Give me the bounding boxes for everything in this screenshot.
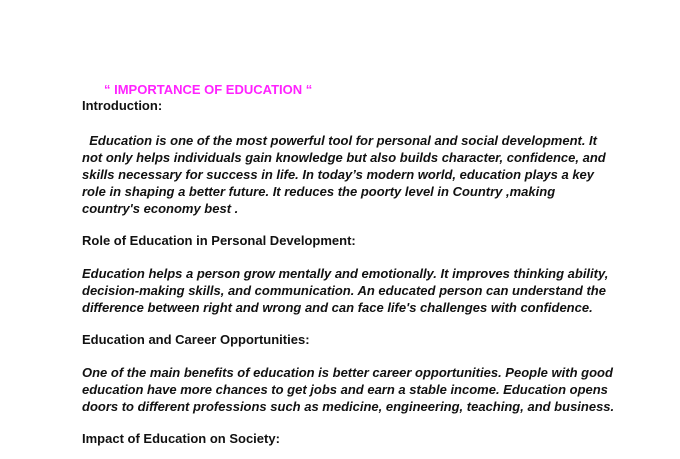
paragraph-line: education have more chances to get jobs and earn a stable income. Education opens [82, 382, 608, 397]
heading-personal-development: Role of Education in Personal Development: [82, 233, 356, 248]
paragraph-line: decision-making skills, and communication. An educated person can understand the [82, 283, 606, 298]
paragraph-line: role in shaping a better future. It reduces the poorty level in Country ,making [82, 184, 556, 199]
paragraph-line: Education helps a person grow mentally and emotionally. It improves thinking ability, [82, 266, 609, 281]
paragraph-line: One of the main benefits of education is better career opportunities. People with good [82, 365, 613, 380]
heading-career-opportunities: Education and Career Opportunities: [82, 332, 310, 347]
paragraph-line: not only helps individuals gain knowledge but also builds character, confidence, and [82, 150, 606, 165]
paragraph-personal-development [82, 265, 609, 316]
paragraph-line: skills necessary for success in life. In today’s modern world, education plays a key [82, 167, 595, 182]
paragraph-line: Education is one of the most powerful tool for personal and social development. It [82, 133, 597, 148]
paragraph-career-opportunities [82, 364, 615, 415]
paragraph-line: doors to different professions such as medicine, engineering, teaching, and business. [82, 399, 615, 414]
paragraph-line: difference between right and wrong and can face life's challenges with confidence. [82, 300, 593, 315]
document-title: “ IMPORTANCE OF EDUCATION “ [104, 82, 313, 97]
paragraph-line: country's economy best . [82, 201, 239, 216]
paragraph-introduction [82, 132, 606, 217]
heading-introduction: Introduction: [82, 98, 163, 113]
heading-impact-on-society: Impact of Education on Society: [82, 431, 280, 446]
